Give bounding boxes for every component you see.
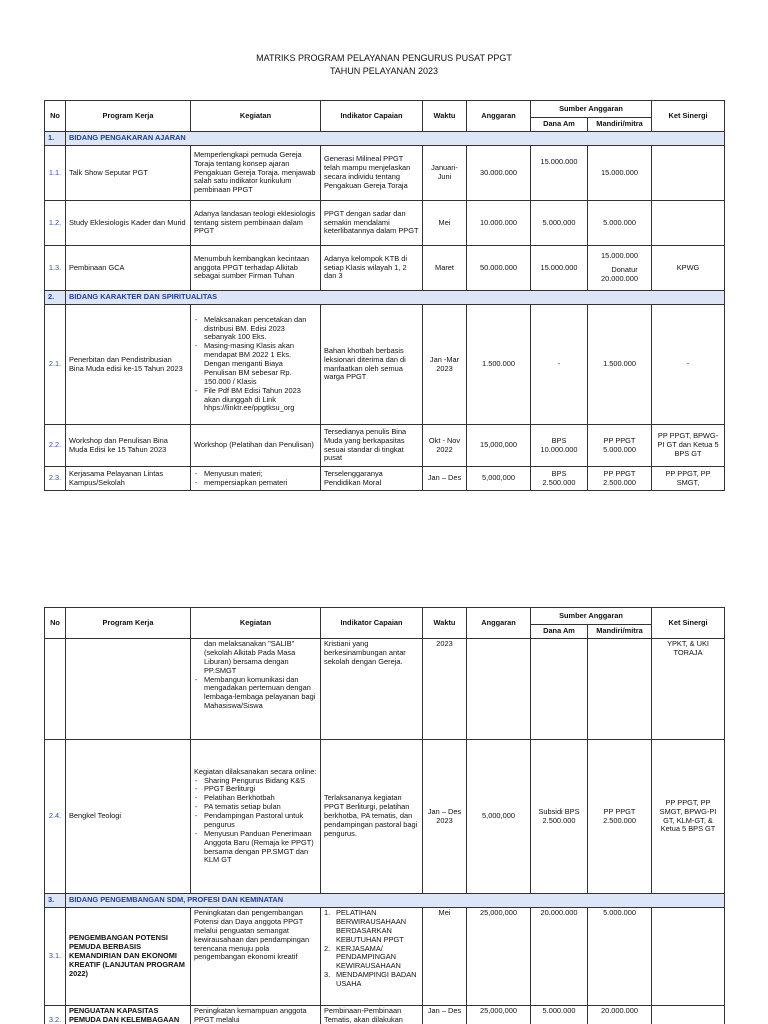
kegiatan-cell: Adanya landasan teologi eklesiologis tentang sistem pembinaan dalam PPGT	[191, 201, 321, 246]
ket-cell	[652, 1006, 725, 1024]
anggaran-cell: 5,000,000	[467, 740, 531, 894]
section-number: 1.	[45, 132, 66, 146]
kegiatan-cell	[191, 305, 321, 425]
list-item: - Pendampingan Pastoral untuk pengurus	[194, 812, 317, 830]
ket-cell: KPWG	[652, 246, 725, 291]
kegiatan-cell: Workshop (Pelatihan dan Penulisan)	[191, 425, 321, 467]
mandiri-amount: 2.500.000	[603, 815, 636, 825]
table-header-row	[45, 608, 725, 625]
section-title: BIDANG PENGAKARAN AJARAN	[66, 132, 725, 146]
section-title: BIDANG KARAKTER DAN SPIRITUALITAS	[66, 291, 725, 305]
row-number: 2.3.	[45, 467, 66, 491]
header-anggaran: Anggaran	[467, 608, 531, 639]
dana-am-cell: -	[531, 305, 588, 425]
dana-am-amount: 2.500.000	[542, 815, 576, 825]
list-item: - mempersiapkan pemateri	[194, 479, 317, 488]
anggaran-cell: 50.000.000	[467, 246, 531, 291]
dana-am-cell	[531, 740, 588, 894]
list-item: - Membangun komunikasi dan mengadakan pertemuan dengan lembaga-lembaga pelayanan bagi Mahasiswa/Siswa	[194, 676, 317, 712]
dana-am-cell: 20.000.000	[531, 908, 588, 1006]
table-row	[45, 305, 725, 425]
row-number: 1.2.	[45, 201, 66, 246]
table-row	[45, 425, 725, 467]
section-number: 2.	[45, 291, 66, 305]
list-item: - Masing-masing Klasis akan mendapat BM 2022 1 Eks. Dengan menganti Biaya Penulisan BM sebesar Rp. 150.000 / Klasis	[194, 342, 317, 386]
kegiatan-cell: Menumbuh kembangkan kecintaan anggota PPGT terhadap Alkitab sebagai sumber Firman Tuhan	[191, 246, 321, 291]
table-row	[45, 246, 725, 291]
mandiri-cell	[588, 425, 652, 467]
ket-cell	[652, 146, 725, 201]
dana-am-cell: 5.000.000	[531, 201, 588, 246]
section-number: 3.	[45, 894, 66, 908]
table-row	[45, 740, 725, 894]
dana-am-source: Subsidi BPS	[538, 806, 580, 816]
row-number: 1.1.	[45, 146, 66, 201]
kegiatan-list	[194, 777, 317, 866]
list-item: - PPGT Berliturgi	[194, 785, 317, 794]
mandiri-cell: 5.000.000	[588, 201, 652, 246]
list-item: - Melaksanakan pencetakan dan distribusi BM. Edisi 2023 sebanyak 100 Eks.	[194, 316, 317, 343]
program-cell: Penerbitan dan Pendistribusian Bina Muda edisi ke-15 Tahun 2023	[66, 305, 191, 425]
section-title: BIDANG PENGEMBANGAN SDM, PROFESI DAN KEMINATAN	[66, 894, 725, 908]
anggaran-cell: 25,000,000	[467, 908, 531, 1006]
header-no: No	[45, 608, 66, 639]
table-row	[45, 908, 725, 1006]
anggaran-cell: 30.000.000	[467, 146, 531, 201]
table-row	[45, 467, 725, 491]
list-item: - PA tematis setiap bulan	[194, 803, 317, 812]
list-item: - Menyusun materi;	[194, 470, 317, 479]
list-item: - File Pdf BM Edisi Tahun 2023 akan diunggah di Link hhps://linktr.ee/ppgtksu_org	[194, 387, 317, 414]
waktu-cell: Maret	[423, 246, 467, 291]
dana-am-cell	[531, 467, 588, 491]
list-item: - Pelatihan Berkhotbah	[194, 794, 317, 803]
ket-cell: PP PPGT, PP SMGT, BPWG-PI GT, KLM-GT, & Ketua 5 BPS GT	[652, 740, 725, 894]
waktu-cell: Jan – Des	[423, 1006, 467, 1024]
indikator-cell: Terselenggaranya Pendidikan Moral	[321, 467, 423, 491]
ket-cell	[652, 201, 725, 246]
mandiri-source: PP PPGT	[603, 435, 636, 445]
dana-am-cell: 5.000.000	[531, 1006, 588, 1024]
list-item: - Menyusun Panduan Penerimaan Anggota Baru (Remaja ke PPGT) bersama dengan PP.SMGT dan KLM GT	[194, 830, 317, 866]
section-row	[45, 291, 725, 305]
row-number: 1.3.	[45, 246, 66, 291]
program-cell: Pembinaan GCA	[66, 246, 191, 291]
ket-cell	[652, 908, 725, 1006]
table-row	[45, 201, 725, 246]
ket-cell: PP PPGT, BPWG-PI GT dan Ketua 5 BPS GT	[652, 425, 725, 467]
title-line-2: TAHUN PELAYANAN 2023	[329, 66, 439, 76]
list-item: - Sharing Pengurus Bidang K&S	[194, 777, 317, 786]
section-row	[45, 132, 725, 146]
program-cell: Kerjasama Pelayanan Lintas Kampus/Sekolah	[66, 467, 191, 491]
header-kegiatan: Kegiatan	[191, 608, 321, 639]
dana-am-source: BPS	[551, 435, 567, 445]
waktu-cell: Jan – Des	[423, 467, 467, 491]
header-program: Program Kerja	[66, 608, 191, 639]
header-dana-am: Dana Am	[531, 118, 588, 132]
program-cell: Study Eklesiologis Kader dan Murid	[66, 201, 191, 246]
row-number: 2.4.	[45, 740, 66, 894]
indikator-cell: Kristiani yang berkesinambungan antar sekolah dengan Gereja.	[321, 639, 423, 740]
indikator-cell: Tersedianya penulis Bina Muda yang berkapasitas sesuai standar di tingkat pusat	[321, 425, 423, 467]
header-sumber: Sumber Anggaran	[531, 608, 652, 625]
anggaran-cell: 15,000,000	[467, 425, 531, 467]
indikator-cell: Generasi Milineal PPGT telah mampu menjelaskan secara individu tentang Pengakuan Gereja Toraja	[321, 146, 423, 201]
row-number: 2.1.	[45, 305, 66, 425]
mandiri-source: PP PPGT	[603, 806, 636, 816]
section-row	[45, 894, 725, 908]
waktu-cell: Mei	[423, 201, 467, 246]
header-mandiri: Mandiri/mitra	[588, 118, 652, 132]
waktu-cell: Okt - Nov 2022	[423, 425, 467, 467]
indikator-cell: Bahan khotbah berbasis leksionari diterima dan di manfaatkan oleh semua warga PPGT	[321, 305, 423, 425]
list-item: 1. PELATIHAN BERWIRAUSAHAAN BERDASARKAN KEBUTUHAN PPGT	[324, 909, 419, 945]
mandiri-cell: 20.000.000	[588, 1006, 652, 1024]
waktu-cell: Mei	[423, 908, 467, 1006]
program-matrix-table-page-1	[44, 100, 725, 491]
header-program: Program Kerja	[66, 101, 191, 132]
kegiatan-list	[194, 316, 317, 414]
mandiri-cell: 5.000.000	[588, 908, 652, 1006]
header-mandiri: Mandiri/mitra	[588, 625, 652, 639]
mandiri-cell: 1.500.000	[588, 305, 652, 425]
dana-am-amount: 2.500.000	[542, 477, 576, 487]
waktu-cell: Januari-Juni	[423, 146, 467, 201]
waktu-cell: 2023	[423, 639, 467, 740]
indikator-cell: Terlaksananya kegiatan PPGT Berliturgi, pelatihan berkhotba, PA tematis, dan pendampingan pastoral bagi pengurus.	[321, 740, 423, 894]
program-cell: PENGEMBANGAN POTENSI PEMUDA BERBASIS KEMANDIRIAN DAN EKONOMI KREATIF (LANJUTAN PROGRAM 2022)	[66, 908, 191, 1006]
table-header-row	[45, 101, 725, 118]
list-item: 3. MENDAMPINGI BADAN USAHA	[324, 971, 419, 989]
mandiri-amount: 5.000.000	[603, 444, 636, 454]
header-anggaran: Anggaran	[467, 101, 531, 132]
kegiatan-continuation: dan melaksanakan "SALIB" (sekolah Alkitab Pada Masa Liburan) bersama dengan PP.SMGT	[204, 639, 296, 675]
anggaran-cell: 25,000,000	[467, 1006, 531, 1024]
header-sumber: Sumber Anggaran	[531, 101, 652, 118]
header-kegiatan: Kegiatan	[191, 101, 321, 132]
dana-am-cell: 15.000.000	[531, 246, 588, 291]
anggaran-cell: 10.000.000	[467, 201, 531, 246]
waktu-cell: Jan -Mar 2023	[423, 305, 467, 425]
dana-am-amount: 10.000.000	[540, 444, 578, 454]
program-cell: Talk Show Seputar PGT	[66, 146, 191, 201]
dana-am-source: BPS	[551, 468, 567, 478]
row-number: 3.2.	[45, 1006, 66, 1024]
mandiri-cell: 15.000.000	[588, 146, 652, 201]
anggaran-cell: 1.500.000	[467, 305, 531, 425]
program-matrix-table-page-2	[44, 607, 725, 1024]
indikator-list	[324, 909, 419, 989]
mandiri-cell	[588, 246, 652, 291]
kegiatan-cell	[191, 740, 321, 894]
header-indikator: Indikator Capaian	[321, 101, 423, 132]
program-cell: Workshop dan Penulisan Bina Muda Edisi ke 15 Tahun 2023	[66, 425, 191, 467]
table-row	[45, 639, 725, 740]
kegiatan-cell: Peningkatan dan pengembangan Potensi dan Daya anggota PPGT melalui penguatan semangat kewirausahaan dan pendampingan terencana menuju pola pengembangan ekonomi kreatif	[191, 908, 321, 1006]
waktu-cell: Jan – Des 2023	[423, 740, 467, 894]
dana-am-cell: 15.000.000	[531, 146, 588, 201]
anggaran-cell: 5,000,000	[467, 467, 531, 491]
mandiri-source: Donatur	[611, 265, 638, 275]
table-row	[45, 1006, 725, 1024]
document-title	[0, 52, 768, 78]
title-line-1: MATRIKS PROGRAM PELAYANAN PENGURUS PUSAT PPGT	[256, 53, 512, 63]
kegiatan-cell: Memperlengkapi pemuda Gereja Toraja tentang konsep ajaran Pengakuan Gereja Toraja. menjawab salah satu indikator kurikulum pembinaan PPGT	[191, 146, 321, 201]
mandiri-amount-2: 20.000.000	[601, 273, 638, 283]
mandiri-amount: 2.500.000	[603, 477, 636, 487]
header-waktu: Waktu	[423, 608, 467, 639]
header-indikator: Indikator Capaian	[321, 608, 423, 639]
indikator-cell: Adanya kelompok KTB di setiap Klasis wilayah 1, 2 dan 3	[321, 246, 423, 291]
dana-am-cell	[531, 425, 588, 467]
list-item: 2. KERJASAMA/ PENDAMPINGAN KEWIRAUSAHAAN	[324, 945, 419, 972]
table-row	[45, 146, 725, 201]
mandiri-cell	[588, 467, 652, 491]
row-number: 2.2.	[45, 425, 66, 467]
ket-cell: YPKT, & UKI TORAJA	[652, 639, 725, 740]
kegiatan-cell: Peningkatan kemampuan anggota PPGT melalui	[191, 1006, 321, 1024]
indikator-cell	[321, 908, 423, 1006]
header-no: No	[45, 101, 66, 132]
header-ket: Ket Sinergi	[652, 101, 725, 132]
header-dana-am: Dana Am	[531, 625, 588, 639]
mandiri-cell	[588, 740, 652, 894]
kegiatan-list	[194, 470, 317, 488]
kegiatan-intro: Kegiatan dilaksanakan secara online:	[194, 766, 317, 776]
header-ket: Ket Sinergi	[652, 608, 725, 639]
row-number: 3.1.	[45, 908, 66, 1006]
ket-cell: PP PPGT, PP SMGT,	[652, 467, 725, 491]
mandiri-amount: 15.000.000	[601, 251, 638, 261]
kegiatan-cell	[191, 467, 321, 491]
kegiatan-list	[194, 676, 317, 712]
program-cell: Bengkel Teologi	[66, 740, 191, 894]
indikator-cell: Pembinaan-Pembinaan Tematis, akan dilakukan	[321, 1006, 423, 1024]
mandiri-source: PP PPGT	[603, 468, 636, 478]
kegiatan-cell	[191, 639, 321, 740]
ket-cell: -	[652, 305, 725, 425]
program-cell: PENGUATAN KAPASITAS PEMUDA DAN KELEMBAGAAN	[66, 1006, 191, 1024]
header-waktu: Waktu	[423, 101, 467, 132]
indikator-cell: PPGT dengan sadar dan semakin mendalami keterlibatannya dalam PPGT	[321, 201, 423, 246]
